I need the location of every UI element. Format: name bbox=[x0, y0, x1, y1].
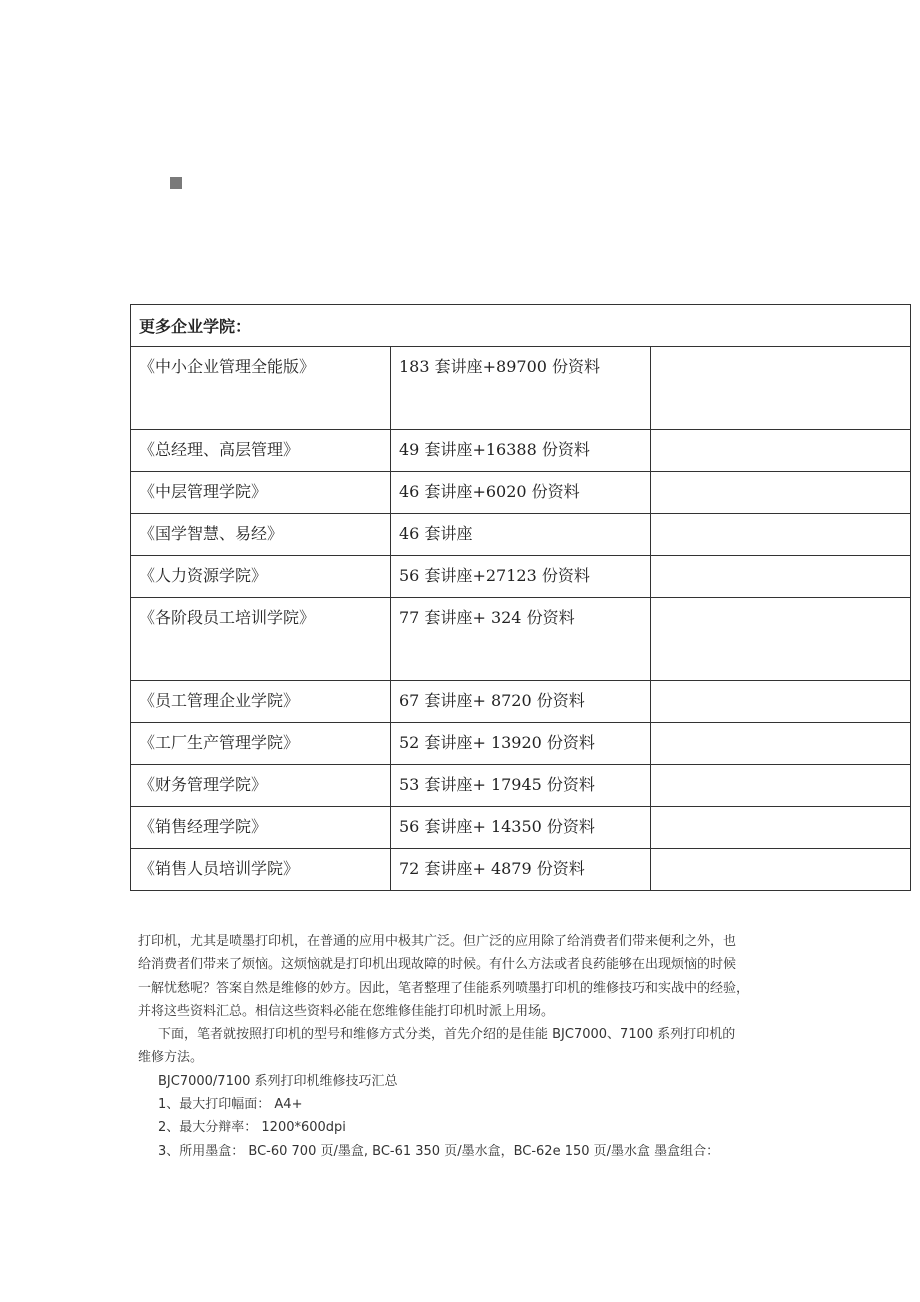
article-line: 给消费者们带来了烦恼。这烦恼就是打印机出现故障的时候。有什么方法或者良药能够在出现烦恼的时候 bbox=[138, 957, 737, 973]
academy-name: 《人力资源学院》 bbox=[131, 556, 391, 598]
academy-extra bbox=[651, 430, 911, 472]
academy-name: 《销售经理学院》 bbox=[131, 807, 391, 849]
article-line: 2、最大分辩率： 1200*600dpi bbox=[158, 1120, 346, 1136]
article-line: 下面，笔者就按照打印机的型号和维修方式分类，首先介绍的是佳能 BJC7000、7100 系列打印机的 bbox=[158, 1027, 736, 1043]
academy-name: 《总经理、高层管理》 bbox=[131, 430, 391, 472]
academy-extra bbox=[651, 723, 911, 765]
article-line: 维修方法。 bbox=[138, 1050, 204, 1066]
article-body bbox=[138, 930, 788, 1163]
article-line: 3、所用墨盒： BC-60 700 页/墨盒, BC-61 350 页/墨水盒，BC-62e 150 页/墨水盒 墨盒组合： bbox=[158, 1143, 720, 1159]
academy-table bbox=[130, 304, 911, 891]
academy-desc: 56 套讲座+ 14350 份资料 bbox=[391, 807, 651, 849]
academy-desc: 56 套讲座+27123 份资料 bbox=[391, 556, 651, 598]
article-line: 打印机，尤其是喷墨打印机，在普通的应用中极其广泛。但广泛的应用除了给消费者们带来便利之外，也 bbox=[138, 934, 737, 949]
academy-extra bbox=[651, 514, 911, 556]
academy-extra bbox=[651, 849, 911, 891]
table-row bbox=[131, 472, 911, 514]
table-row bbox=[131, 765, 911, 807]
academy-name: 《工厂生产管理学院》 bbox=[131, 723, 391, 765]
bullet-square bbox=[170, 177, 182, 189]
academy-desc: 77 套讲座+ 324 份资料 bbox=[391, 598, 651, 681]
table-row bbox=[131, 849, 911, 891]
article-line: BJC7000/7100 系列打印机维修技巧汇总 bbox=[158, 1073, 398, 1089]
table-row bbox=[131, 598, 911, 681]
academy-name: 《各阶段员工培训学院》 bbox=[131, 598, 391, 681]
article-line: 1、最大打印幅面： A4+ bbox=[158, 1097, 303, 1113]
academy-desc: 46 套讲座 bbox=[391, 514, 651, 556]
academy-extra bbox=[651, 556, 911, 598]
academy-desc: 49 套讲座+16388 份资料 bbox=[391, 430, 651, 472]
academy-name: 《销售人员培训学院》 bbox=[131, 849, 391, 891]
academy-name: 《员工管理企业学院》 bbox=[131, 681, 391, 723]
table-row bbox=[131, 347, 911, 430]
table-row bbox=[131, 807, 911, 849]
academy-extra bbox=[651, 472, 911, 514]
academy-name: 《国学智慧、易经》 bbox=[131, 514, 391, 556]
academy-name: 《财务管理学院》 bbox=[131, 765, 391, 807]
academy-name: 《中层管理学院》 bbox=[131, 472, 391, 514]
table-row bbox=[131, 681, 911, 723]
academy-extra bbox=[651, 807, 911, 849]
article-line: 一解忧愁呢？答案自然是维修的妙方。因此，笔者整理了佳能系列喷墨打印机的维修技巧和实战中的经验， bbox=[138, 980, 750, 996]
academy-desc: 183 套讲座+89700 份资料 bbox=[391, 347, 651, 430]
table-row bbox=[131, 556, 911, 598]
table-row bbox=[131, 430, 911, 472]
academy-desc: 67 套讲座+ 8720 份资料 bbox=[391, 681, 651, 723]
academy-desc: 72 套讲座+ 4879 份资料 bbox=[391, 849, 651, 891]
academy-desc: 53 套讲座+ 17945 份资料 bbox=[391, 765, 651, 807]
table-row bbox=[131, 514, 911, 556]
academy-desc: 52 套讲座+ 13920 份资料 bbox=[391, 723, 651, 765]
academy-extra bbox=[651, 765, 911, 807]
article-line: 并将这些资料汇总。相信这些资料必能在您维修佳能打印机时派上用场。 bbox=[138, 1003, 555, 1019]
academy-desc: 46 套讲座+6020 份资料 bbox=[391, 472, 651, 514]
table-title: 更多企业学院： bbox=[131, 305, 911, 347]
academy-extra bbox=[651, 681, 911, 723]
academy-name: 《中小企业管理全能版》 bbox=[131, 347, 391, 430]
academy-extra bbox=[651, 347, 911, 430]
table-row bbox=[131, 723, 911, 765]
academy-extra bbox=[651, 598, 911, 681]
